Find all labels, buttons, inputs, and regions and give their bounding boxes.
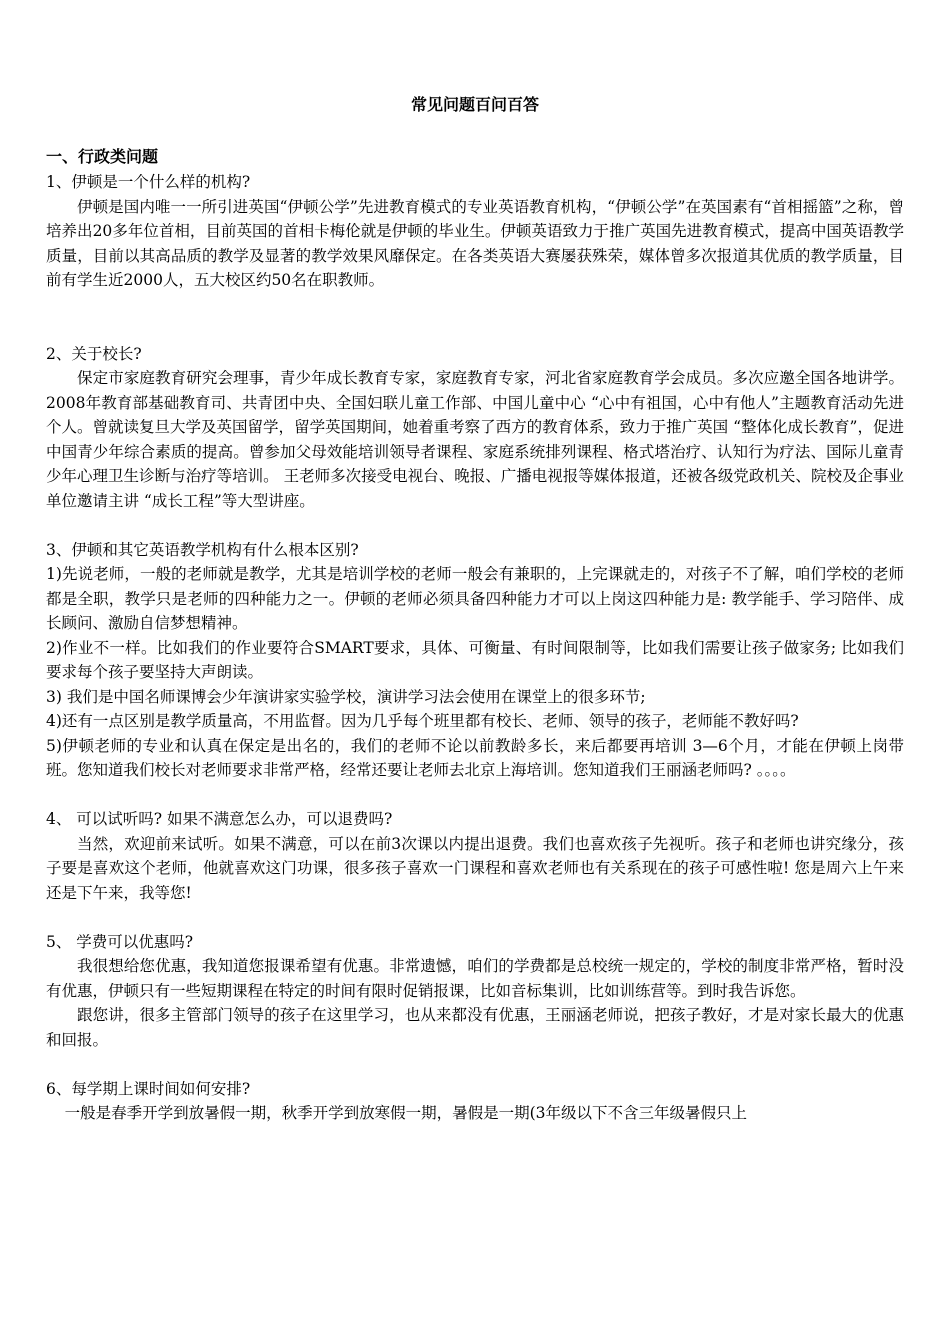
spacer bbox=[46, 293, 904, 318]
answer-5-part-1: 我很想给您优惠，我知道您报课希望有优惠。非常遗憾，咱们的学费都是总校统一规定的，学校的制度非常严格，暂时没有优惠，伊顿只有一些短期课程在特定的时间有限时促销报课，比如音标集训，比如训练营等。到时我告诉您。 bbox=[46, 957, 904, 1000]
question-5: 5、 学费可以优惠吗? bbox=[46, 932, 194, 951]
page-title: 常见问题百问百答 bbox=[410, 95, 539, 114]
answer-6: 一般是春季开学到放暑假一期，秋季开学到放寒假一期，暑假是一期(3年级以下不含三年级暑假只上 bbox=[64, 1104, 748, 1122]
question-6: 6、每学期上课时间如何安排? bbox=[46, 1079, 251, 1098]
answer-3-point-2: 2)作业不一样。比如我们的作业要符合SMART要求，具体、可衡量、有时间限制等，比如我们需要让孩子做家务; 比如我们要求每个孩子要坚持大声朗读。 bbox=[46, 638, 904, 681]
answer-3-point-1: 1)先说老师，一般的老师就是教学，尤其是培训学校的老师一般会有兼职的，上完课就走的，对孩子不了解，咱们学校的老师都是全职，教学只是老师的四种能力之一。伊顿的老师必须具备四种能力才可以上岗这四种能力是: 教学能手、学习陪伴、成长顾问、激励自信梦想精神。 bbox=[46, 565, 904, 632]
answer-3-point-3: 3) 我们是中国名师课博会少年演讲家实验学校，演讲学习法会使用在课堂上的很多环节; bbox=[46, 687, 646, 706]
spacer bbox=[46, 513, 904, 538]
answer-4: 当然，欢迎前来试听。如果不满意，可以在前3次课以内提出退费。我们也喜欢孩子先视听。孩子和老师也讲究缘分，孩子要是喜欢这个老师，他就喜欢这门功课，很多孩子喜欢一门课程和喜欢老师也有关系现在的孩子可感性啦! 您是周六上午来还是下午来，我等您! bbox=[46, 834, 904, 902]
answer-1: 伊顿是国内唯一一所引进英国“伊顿公学”先进教育模式的专业英语教育机构，“伊顿公学”在英国素有“首相摇篮”之称，曾培养出20多年位首相，目前英国的首相卡梅伦就是伊顿的毕业生。伊顿英语致力于推广英国先进教育模式，提高中国英语教学质量，目前以其高品质的教学及显著的教学效果风靡保定。在各类英语大赛屡获殊荣，媒体曾多次报道其优质的教学质量，目前有学生近2000人，五大校区约50名在职教师。 bbox=[46, 197, 904, 289]
document-body bbox=[46, 170, 904, 1126]
answer-2: 保定市家庭教育研究会理事，青少年成长教育专家，家庭教育专家，河北省家庭教育学会成员。多次应邀全国各地讲学。2008年教育部基础教育司、共青团中央、全国妇联儿童工作部、中国儿童中心 “心中有祖国，心中有他人”主题教育活动先进个人。曾就读复旦大学及英国留学，留学英国期间，她着重考察了西方的教育体系，致力于推广英国 “整体化成长教育”，促进中国青少年综合素质的提高。曾参加父母效能培训领导者课程、家庭系统排列课程、格式塔治疗、认知行为疗法、国际儿童青少年心理卫生诊断与治疗等培训。 王老师多次接受电视台、晚报、广播电视报等媒体报道，还被各级党政机关、院校及企事业单位邀请主讲 “成长工程”等大型讲座。 bbox=[46, 369, 904, 510]
answer-3-point-4: 4)还有一点区别是教学质量高，不用监督。因为几乎每个班里都有校长、老师、领导的孩子，老师能不教好吗? bbox=[46, 712, 799, 730]
spacer bbox=[46, 1052, 904, 1077]
question-1: 1、伊顿是一个什么样的机构? bbox=[46, 173, 251, 191]
question-3: 3、伊顿和其它英语教学机构有什么根本区别? bbox=[46, 540, 359, 559]
spacer bbox=[46, 317, 904, 342]
question-2: 2、关于校长? bbox=[46, 344, 142, 363]
answer-3-point-5: 5)伊顿老师的专业和认真在保定是出名的，我们的老师不论以前教龄多长，来后都要再培训 3—6个月，才能在伊顿上岗带班。您知道我们校长对老师要求非常严格，经常还要让老师去北京上海培训。您知道我们王丽涵老师吗? 。。。。 bbox=[46, 736, 904, 779]
spacer bbox=[46, 905, 904, 930]
spacer bbox=[46, 783, 904, 808]
answer-5-part-2: 跟您讲，很多主管部门领导的孩子在这里学习，也从来都没有优惠，王丽涵老师说，把孩子教好，才是对家长最大的优惠和回报。 bbox=[46, 1006, 904, 1049]
question-4: 4、 可以试听吗? 如果不满意怎么办，可以退费吗? bbox=[46, 810, 393, 828]
section-heading: 一、行政类问题 bbox=[46, 147, 159, 166]
